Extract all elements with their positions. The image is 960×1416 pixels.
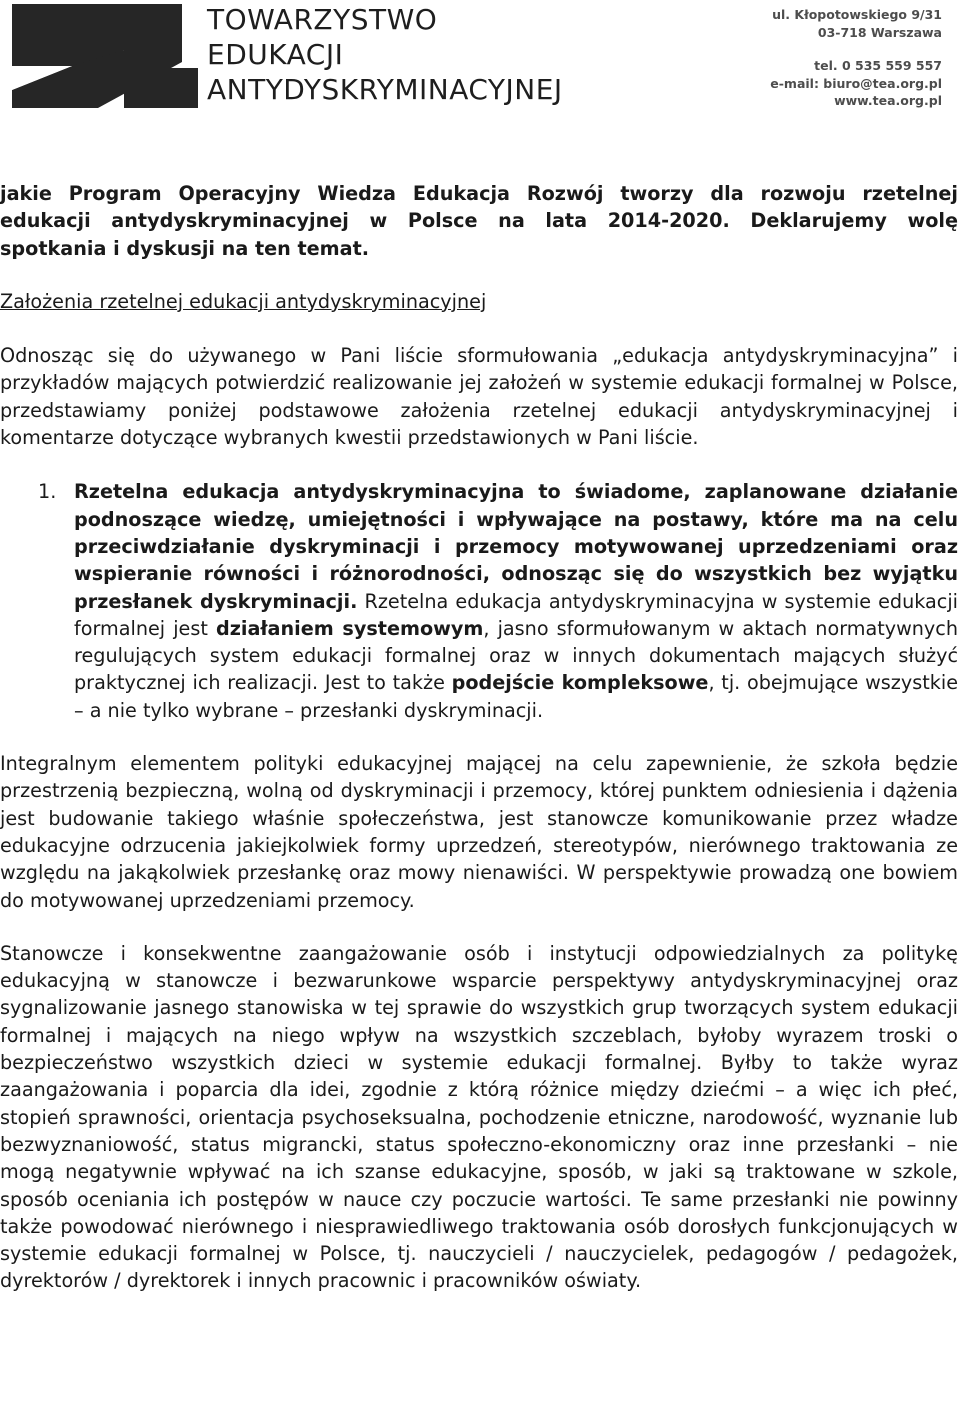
commitment-paragraph: Stanowcze i konsekwentne zaangażowanie osób i instytucji odpowiedzialnych za politykę edukacyjną w stanowcze i bezwarunkowe wsparcie perspektywy antydyskryminacyjnej oraz sygnalizowanie jasnego stanowiska w tej sprawie do wszystkich grup tworzących system edukacji formalnej i mających na niego wpływ na wszystkich szczeblach, byłoby wyrazem troski o bezpieczeństwo wszystkich dzieci w systemie edukacji formalnej. Byłby to także wyraz zaangażowania i poparcia dla idei, zgodnie z którą różnice między dziećmi – a więc ich płeć, stopień sprawności, orientacja psychoseksualna, pochodzenie etniczne, narodowość, wyznanie lub bezwyznaniowość, status migrancki, status społeczno-ekonomiczny oraz inne przesłanki – nie mogą negatywnie wpływać na ich szanse edukacyjne, sposób, w jaki są traktowane w szkole, sposób oceniania ich postępów w nauce czy poczucie wartości. Te same przesłanki nie powinny także powodować nierównego i niesprawiedliwego traktowania osób dorosłych funkcjonujących w systemie edukacji formalnej w Polsce, tj. nauczycieli / nauczycielek, pedagogów / pedagożek, dyrektorów / dyrektorek i innych pracownic i pracowników oświaty. xyxy=(0,941,958,1293)
list-item-text xyxy=(74,478,958,724)
org-name-line-2: EDUKACJI xyxy=(207,38,344,71)
intro-paragraph: Odnosząc się do używanego w Pani liście sformułowania „edukacja antydyskryminacyjna” i przykładów mających potwierdzić realizowanie jej założeń w systemie edukacji formalnej w Polsce, przedstawiamy poniżej podstawowe założenia rzetelnej edukacji antydyskryminacyjnej i komentarze dotyczące wybranych kwestii przedstawionych w Pani liście. xyxy=(0,344,958,450)
section-heading: Założenia rzetelnej edukacji antydyskryminacyjnej xyxy=(0,289,487,313)
address-city: 03-718 Warszawa xyxy=(817,24,942,40)
website-link[interactable]: www.tea.org.pl xyxy=(834,93,942,108)
address-street: ul. Kłopotowskiego 9/31 xyxy=(772,7,942,22)
contact-info xyxy=(770,6,942,110)
org-name-line-3: ANTYDYSKRYMINACYJNEJ xyxy=(207,73,563,106)
list-item-number: 1. xyxy=(38,480,57,504)
numbered-list-item xyxy=(0,478,958,724)
list-item-bold-comprehensive: podejście kompleksowe xyxy=(451,671,709,695)
organization-logo-mark xyxy=(12,4,198,108)
organization-name xyxy=(207,2,563,107)
opening-paragraph: jakie Program Operacyjny Wiedza Edukacja Rozwój tworzy dla rozwoju rzetelnej edukacji antydyskryminacyjnej w Polsce na lata 2014-2020. Deklarujemy wolę spotkania i dyskusji na ten temat. xyxy=(0,182,958,260)
phone-number: tel. 0 535 559 557 xyxy=(814,58,942,73)
org-name-line-1: TOWARZYSTWO xyxy=(207,3,438,36)
list-item-text-a: Rzetelna edukacja antydyskryminacyjna w systemie edukacji formalnej jest xyxy=(74,589,959,640)
list-item-bold-lead: Rzetelna edukacja antydyskryminacyjna to świadome, zaplanowane działanie podnoszące wiedzę, umiejętności i wpływające na postawy, które ma na celu przeciwdziałanie dyskryminacji i przemocy motywowanej uprzedzeniami oraz wspieranie równości i różnorodności, odnosząc się do wszystkich bez wyjątku przesłanek dyskryminacji. xyxy=(74,480,958,613)
email-address: e-mail: biuro@tea.org.pl xyxy=(770,75,942,91)
list-item-text-e: , tj. obejmujące wszystkie – a nie tylko wybrane – przesłanki dyskryminacji. xyxy=(74,671,958,722)
letterhead xyxy=(0,0,960,125)
policy-paragraph: Integralnym elementem polityki edukacyjnej mającej na celu zapewnienie, że szkoła będzie przestrzenią bezpieczną, wolną od dyskryminacji i przemocy, której punktem odniesienia i dążenia jest budowanie takiego właśnie społeczeństwa, jest stanowcze komunikowanie przez władze edukacyjne odrzucenia jakiejkolwiek formy uprzedzeń, stereotypów, nierównego traktowania ze względu na jakąkolwiek przesłankę oraz mowy nienawiści. W perspektywie prowadzą one bowiem do motywowanej uprzedzeniami przemocy. xyxy=(0,752,958,912)
list-item-text-c: , jasno sformułowanym w aktach normatywnych regulujących system edukacji formalnej oraz w innych dokumentach mających służyć praktycznej ich realizacji. Jest to także xyxy=(74,616,958,695)
list-item-bold-systemic: działaniem systemowym xyxy=(216,616,484,640)
letter-body xyxy=(0,180,958,1295)
